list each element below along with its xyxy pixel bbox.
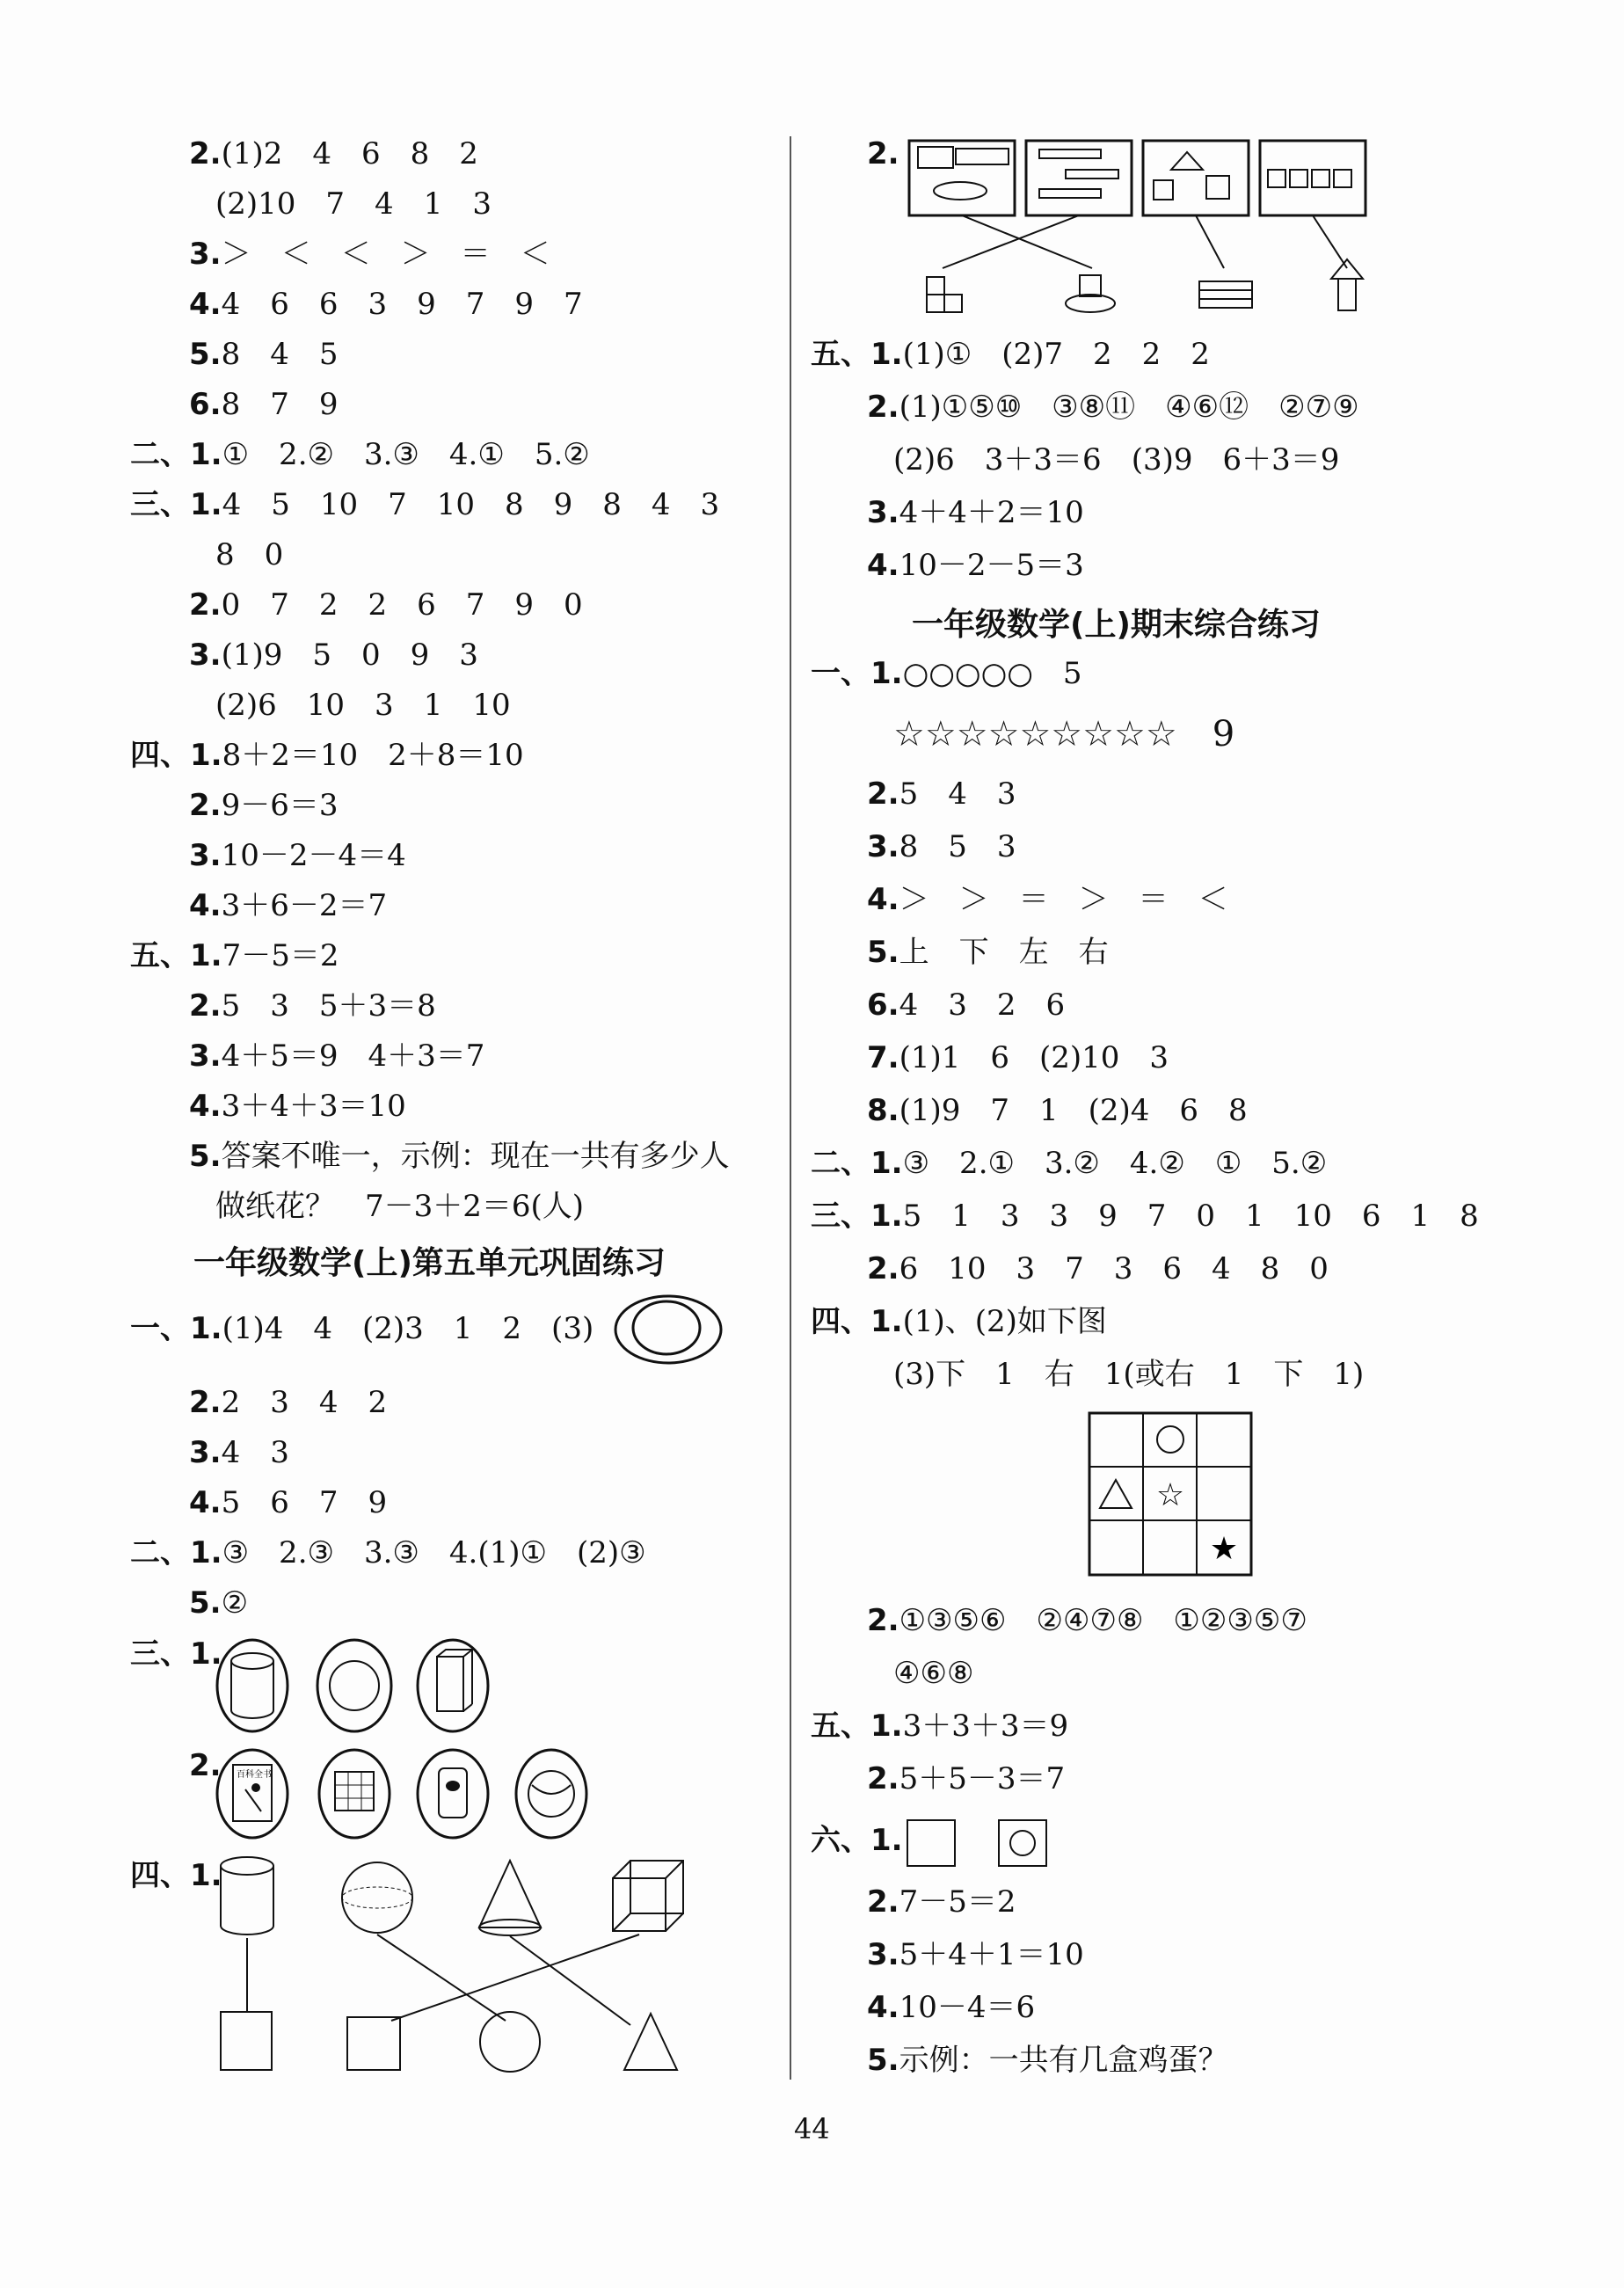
answer-line: 2.5＋5－3＝7 <box>867 1761 1066 1796</box>
answer-line: 一、1.○○○○○ 5 <box>811 656 1082 691</box>
answer-line: 4.10－2－5＝3 <box>867 548 1084 583</box>
answer-line: (2)10 7 4 1 3 <box>215 186 492 222</box>
answer-line: 四、1.(1)、(2)如下图 <box>811 1304 1107 1339</box>
answer-line: 2.7－5＝2 <box>867 1884 1016 1920</box>
answer-line: 3.4 3 <box>189 1435 289 1470</box>
answer-line: 一、1.(1)4 4 (2)3 1 2 (3) <box>130 1311 594 1346</box>
answer-line: 5.② <box>189 1585 249 1621</box>
answer-line: 2. <box>189 1748 222 1783</box>
answer-line: 3.4＋4＋2＝10 <box>867 495 1084 530</box>
answer-line: 2.2 3 4 2 <box>189 1385 388 1420</box>
position-grid <box>1088 1411 1255 1578</box>
answer-line: 2.①③⑤⑥ ②④⑦⑧ ①②③⑤⑦ <box>867 1603 1307 1638</box>
answer-line: 2.6 10 3 7 3 6 4 8 0 <box>867 1251 1329 1286</box>
section-title: 一年级数学(上)期末综合练习 <box>912 607 1321 643</box>
section-title: 一年级数学(上)第五单元巩固练习 <box>193 1245 666 1281</box>
answer-line: ④⑥⑧ <box>893 1656 974 1691</box>
answer-line: 2.0 7 2 2 6 7 9 0 <box>189 587 583 623</box>
book-label: 百科全书 <box>237 1770 272 1780</box>
answer-line: 5.示例：一共有几盒鸡蛋？ <box>867 2043 1228 2078</box>
circled-3d-shapes <box>215 1637 585 1734</box>
answer-line: 二、1.③ 2.③ 3.③ 4.(1)① (2)③ <box>130 1535 646 1570</box>
answer-line: (3)下 1 右 1(或右 1 下 1) <box>893 1357 1365 1392</box>
answer-line: 6.8 7 9 <box>189 387 339 422</box>
answer-line: 3.8 5 3 <box>867 829 1016 864</box>
answer-line: 2. <box>867 136 899 171</box>
answer-line: 五、1.7－5＝2 <box>130 938 339 973</box>
svg-text:☆: ☆ <box>1155 1477 1185 1513</box>
answer-line: 4.10－4＝6 <box>867 1990 1036 2025</box>
answer-line: 7.(1)1 6 (2)10 3 <box>867 1040 1169 1075</box>
answer-line: 三、1. <box>130 1636 222 1672</box>
column-divider <box>790 136 791 2080</box>
answer-line: 三、1.4 5 10 7 10 8 9 8 4 3 <box>130 487 720 522</box>
answer-line: 5.答案不唯一，示例：现在一共有多少人 <box>189 1139 730 1174</box>
answer-line: 6.4 3 2 6 <box>867 987 1066 1023</box>
shape-matching-diagram <box>207 1854 699 2091</box>
answer-line: 3.(1)9 5 0 9 3 <box>189 638 478 673</box>
answer-line: 五、1.3＋3＋3＝9 <box>811 1709 1069 1744</box>
answer-line: (2)6 10 3 1 10 <box>215 688 511 723</box>
answer-line: 六、1. <box>811 1823 903 1858</box>
answer-line: (2)6 3＋3＝6 (3)9 6＋3＝9 <box>893 442 1340 477</box>
answer-line: 做纸花？ 7－3＋2＝6(人) <box>215 1189 585 1224</box>
answer-line: 5.8 4 5 <box>189 337 339 372</box>
answer-line: 5.上 下 左 右 <box>867 935 1109 970</box>
nested-ellipse-shape <box>614 1294 724 1365</box>
answer-line: 五、1.(1)① (2)7 2 2 2 <box>811 337 1210 372</box>
answer-line: 3.10－2－4＝4 <box>189 838 406 873</box>
answer-line: 8 0 <box>215 537 284 572</box>
shape-grouping-diagram <box>907 136 1400 321</box>
answer-line: 2.5 4 3 <box>867 776 1016 812</box>
answer-line: 8.(1)9 7 1 (2)4 6 8 <box>867 1093 1248 1128</box>
answer-line: 四、1.8＋2＝10 2＋8＝10 <box>130 738 524 773</box>
answer-line: 二、1.③ 2.① 3.② 4.② ① 5.② <box>811 1146 1328 1181</box>
answer-line: 2.(1)①⑤⑩ ③⑧⑪ ④⑥⑫ ②⑦⑨ <box>867 390 1359 425</box>
answer-line: 3.4＋5＝9 4＋3＝7 <box>189 1038 485 1074</box>
answer-line: 2.(1)2 4 6 8 2 <box>189 136 478 171</box>
circled-objects <box>215 1745 585 1842</box>
face-shapes <box>906 1818 1064 1871</box>
answer-line: 四、1. <box>130 1858 222 1893</box>
answer-line: 4.＞ ＞ ＝ ＞ ＝ ＜ <box>867 882 1228 917</box>
answer-line: 二、1.① 2.② 3.③ 4.① 5.② <box>130 437 590 472</box>
answer-line: 三、1.5 1 3 3 9 7 0 1 10 6 1 8 <box>811 1199 1479 1234</box>
answer-line: 2.5 3 5＋3＝8 <box>189 988 436 1024</box>
answer-line: ☆☆☆☆☆☆☆☆☆ 9 <box>893 714 1235 754</box>
svg-text:★: ★ <box>1209 1531 1239 1567</box>
answer-line: 3.＞ ＜ ＜ ＞ ＝ ＜ <box>189 237 550 272</box>
answer-line: 4.4 6 6 3 9 7 9 7 <box>189 287 583 322</box>
answer-line: 4.3＋4＋3＝10 <box>189 1089 406 1124</box>
answer-line: 2.9－6＝3 <box>189 788 339 823</box>
answer-line: 4.5 6 7 9 <box>189 1485 388 1520</box>
page-number: 44 <box>794 2112 830 2146</box>
answer-line: 3.5＋4＋1＝10 <box>867 1937 1084 1972</box>
answer-line: 4.3＋6－2＝7 <box>189 888 388 923</box>
